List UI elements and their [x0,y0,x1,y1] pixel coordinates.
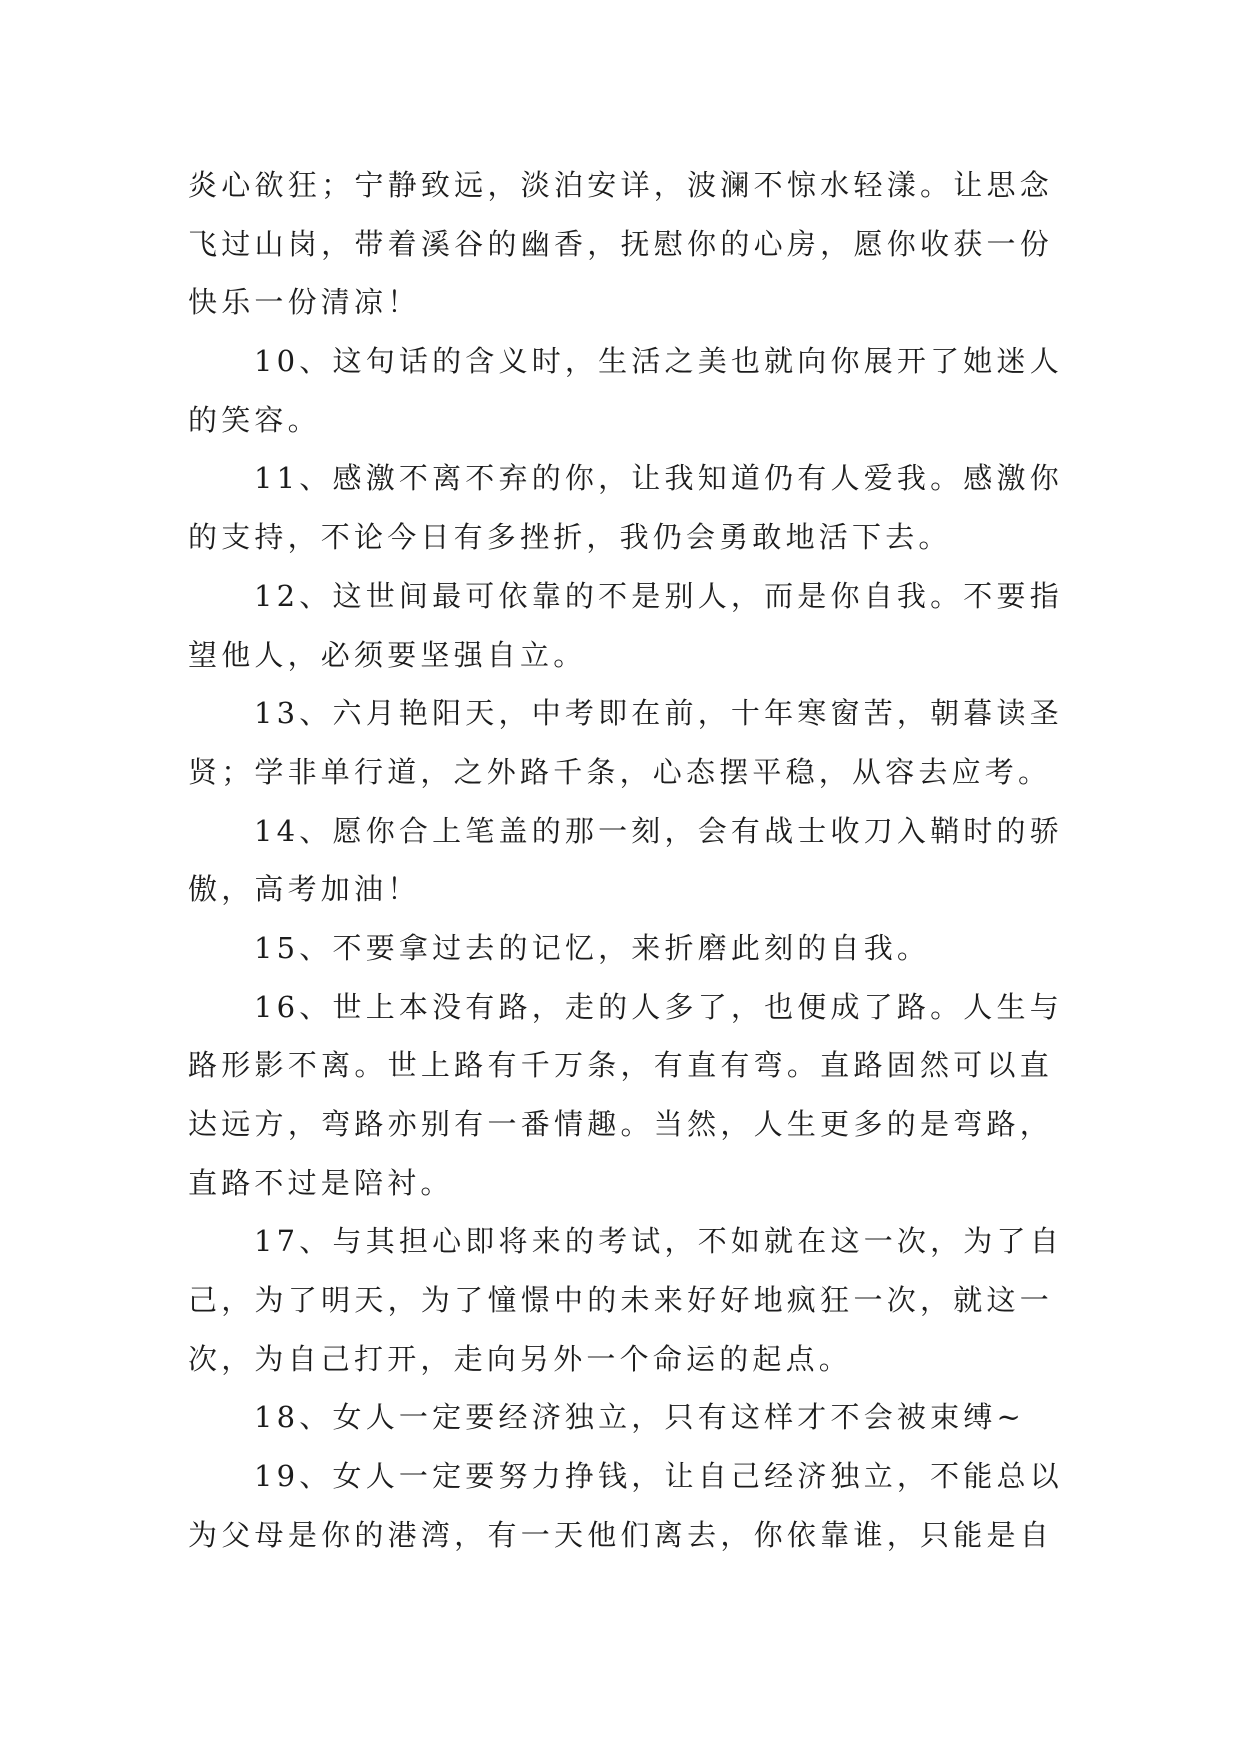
text-line: 11、感激不离不弃的你，让我知道仍有人爱我。感激你 [254,461,1063,496]
text-line: 19、女人一定要努力挣钱，让自己经济独立，不能总以 [254,1459,1063,1494]
paragraph-item-12 [188,567,1063,684]
text-line: 达远方，弯路亦别有一番情趣。当然，人生更多的是弯路， [188,1107,1053,1141]
text-line: 傲，高考加油！ [188,872,421,907]
text-line: 14、愿你合上笔盖的那一刻，会有战士收刀入鞘时的骄 [254,813,1063,848]
paragraph-item-18 [188,1388,1053,1447]
text-line: 的笑容。 [188,402,321,437]
paragraph-item-17 [188,1212,1063,1388]
paragraph-item-13 [188,684,1063,801]
text-line: 次，为自己打开，走向另外一个命运的起点。 [188,1341,853,1376]
text-line: 飞过山岗，带着溪谷的幽香，抚慰你的心房，愿你收获一份 [188,226,1053,261]
text-line: 直路不过是陪衬。 [188,1165,454,1200]
paragraph-item-10 [188,332,1063,449]
document-body [188,156,1063,1565]
paragraph-item-19 [188,1447,1063,1564]
paragraph-item-14 [188,802,1063,919]
paragraph-item-15 [188,919,1053,978]
text-line: 13、六月艳阳天，中考即在前，十年寒窗苦，朝暮读圣 [254,696,1063,731]
text-line: 为父母是你的港湾，有一天他们离去，你依靠谁，只能是自 [188,1517,1053,1552]
text-line: 贤；学非单行道，之外路千条，心态摆平稳，从容去应考。 [188,754,1052,789]
paragraph-item-11 [188,449,1063,566]
text-line: 的支持，不论今日有多挫折，我仍会勇敢地活下去。 [188,520,952,555]
text-line: 17、与其担心即将来的考试，不如就在这一次，为了自 [254,1224,1063,1259]
text-line: 10、这句话的含义时，生活之美也就向你展开了她迷人 [254,344,1063,379]
paragraph-item-9-continued [188,156,1053,332]
text-line: 己，为了明天，为了憧憬中的未来好好地疯狂一次，就这一 [188,1283,1053,1318]
text-line: 炎心欲狂；宁静致远，淡泊安详，波澜不惊水轻漾。让思念 [188,168,1053,202]
text-line: 路形影不离。世上路有千万条，有直有弯。直路固然可以直 [188,1048,1053,1083]
text-line: 望他人，必须要坚强自立。 [188,637,587,672]
text-line: 15、不要拿过去的记忆，来折磨此刻的自我。 [254,930,931,965]
paragraph-item-16 [188,978,1063,1213]
text-line: 12、这世间最可依靠的不是别人，而是你自我。不要指 [254,578,1063,613]
text-line: 快乐一份清凉！ [188,285,421,320]
text-line: 18、女人一定要经济独立，只有这样才不会被束缚~ [254,1400,1026,1435]
text-line: 16、世上本没有路，走的人多了，也便成了路。人生与 [254,989,1063,1024]
